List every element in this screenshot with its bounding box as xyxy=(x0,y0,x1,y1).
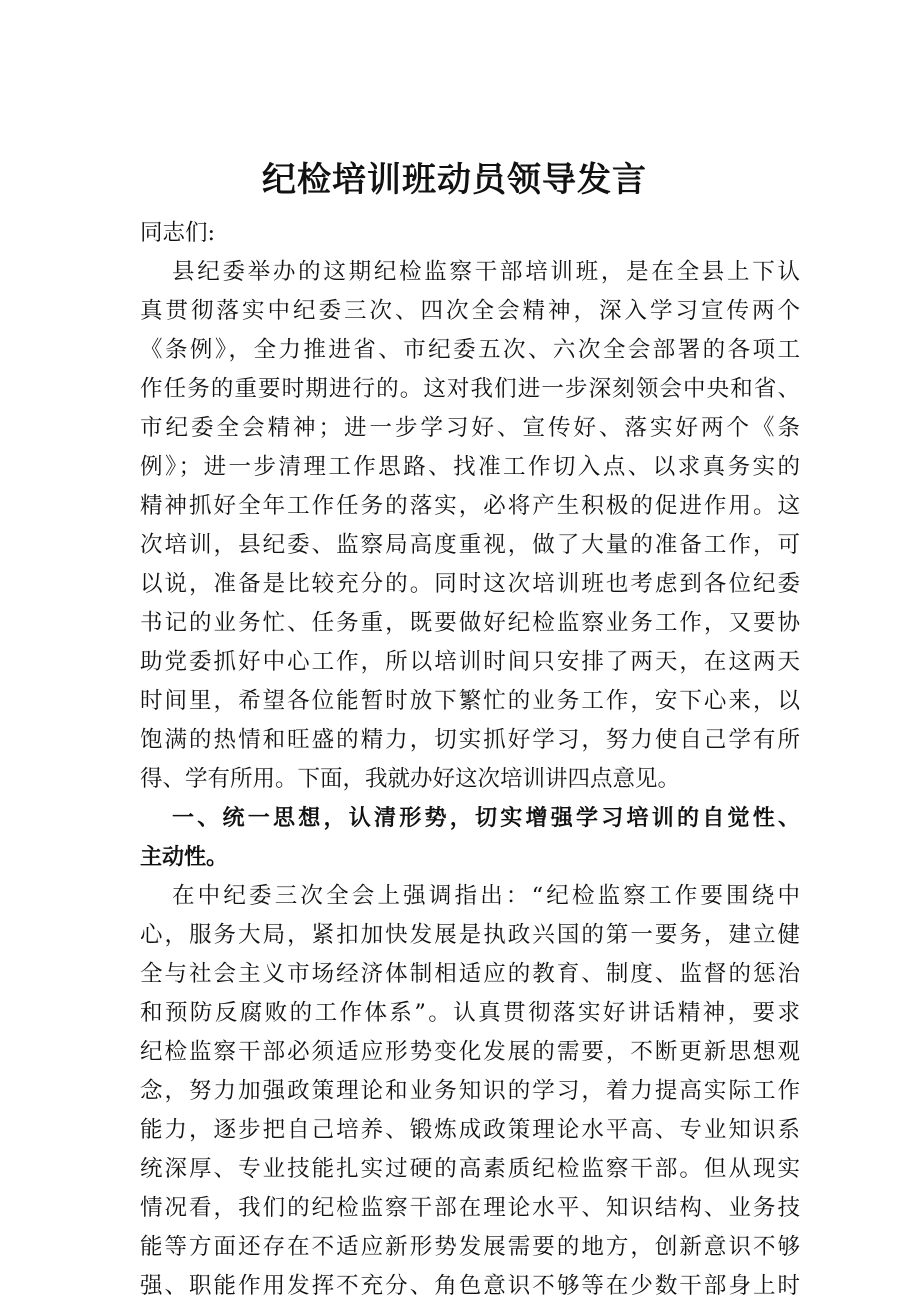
document-body xyxy=(140,214,800,1306)
text-line: 时间里，希望各位能暂时放下繁忙的业务工作，安下心来，以 xyxy=(140,688,800,714)
text-line: 真贯彻落实中纪委三次、四次全会精神，深入学习宣传两个 xyxy=(140,298,800,324)
salutation: 同志们: xyxy=(140,220,216,246)
document-title: 纪检培训班动员领导发言 xyxy=(262,160,647,200)
text-line: 书记的业务忙、任务重，既要做好纪检监察业务工作，又要协 xyxy=(140,610,800,636)
text-line: 市纪委全会精神；进一步学习好、宣传好、落实好两个《条 xyxy=(140,415,800,441)
text-line: 在中纪委三次全会上强调指出：“纪检监察工作要围绕中 xyxy=(172,883,800,909)
text-line: 饱满的热情和旺盛的精力，切实抓好学习，努力使自己学有所 xyxy=(140,727,800,753)
text-line: 县纪委举办的这期纪检监察干部培训班，是在全县上下认 xyxy=(172,259,800,285)
text-line: 精神抓好全年工作任务的落实，必将产生积极的促进作用。这 xyxy=(140,493,800,519)
text-line: 和预防反腐败的工作体系”。认真贯彻落实好讲话精神，要求 xyxy=(140,1000,800,1026)
section-heading-line: 主动性。 xyxy=(140,845,229,870)
text-line: 情况看，我们的纪检监察干部在理论水平、知识结构、业务技 xyxy=(140,1195,800,1221)
text-line: 助党委抓好中心工作，所以培训时间只安排了两天，在这两天 xyxy=(140,649,800,675)
text-line: 得、学有所用。下面，我就办好这次培训讲四点意见。 xyxy=(140,766,681,792)
text-line: 作任务的重要时期进行的。这对我们进一步深刻领会中央和省、 xyxy=(140,376,800,402)
text-line: 能力，逐步把自己培养、锻炼成政策理论水平高、专业知识系 xyxy=(140,1117,800,1143)
paragraph-lines xyxy=(140,253,800,1306)
text-line: 统深厚、专业技能扎实过硬的高素质纪检监察干部。但从现实 xyxy=(140,1156,800,1182)
text-line: 纪检监察干部必须适应形势变化发展的需要，不断更新思想观 xyxy=(140,1039,800,1065)
text-line: 次培训，县纪委、监察局高度重视，做了大量的准备工作，可 xyxy=(140,532,800,558)
text-line: 以说，准备是比较充分的。同时这次培训班也考虑到各位纪委 xyxy=(140,571,800,597)
text-line: 《条例》，全力推进省、市纪委五次、六次全会部署的各项工 xyxy=(140,337,800,363)
text-line: 心，服务大局，紧扣加快发展是执政兴国的第一要务，建立健 xyxy=(140,922,800,948)
text-line: 例》；进一步清理工作思路、找准工作切入点、以求真务实的 xyxy=(140,454,800,480)
text-line: 强、职能作用发挥不充分、角色意识不够等在少数干部身上时 xyxy=(140,1273,800,1299)
text-line: 念，努力加强政策理论和业务知识的学习，着力提高实际工作 xyxy=(140,1078,800,1104)
text-line: 全与社会主义市场经济体制相适应的教育、制度、监督的惩治 xyxy=(140,961,800,987)
text-line: 能等方面还存在不适应新形势发展需要的地方，创新意识不够 xyxy=(140,1234,800,1260)
section-heading-line: 一、统一思想，认清形势，切实增强学习培训的自觉性、 xyxy=(172,806,800,831)
